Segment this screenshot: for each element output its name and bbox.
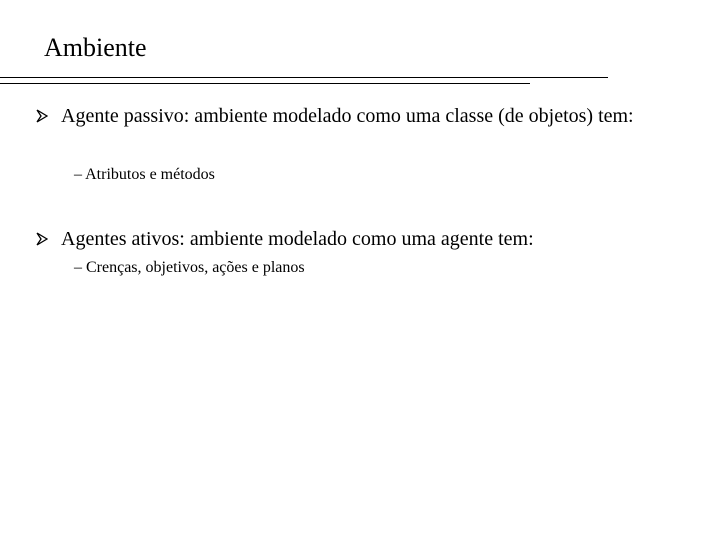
- sub-bullet-attributes-methods: – Atributos e métodos: [74, 166, 215, 183]
- arrowhead-bullet-icon: [36, 232, 48, 246]
- slide-title: Ambiente: [44, 33, 147, 62]
- bullet-text: Agentes ativos: ambiente modelado como uma agente tem:: [61, 228, 534, 250]
- sub-bullet-beliefs-goals-actions-plans: – Crenças, objetivos, ações e planos: [74, 259, 305, 276]
- arrowhead-bullet-icon: [36, 109, 48, 123]
- title-divider-top: [0, 77, 608, 78]
- title-divider-bottom: [0, 83, 530, 84]
- bullet-text: Agente passivo: ambiente modelado como uma classe (de objetos) tem:: [61, 105, 634, 127]
